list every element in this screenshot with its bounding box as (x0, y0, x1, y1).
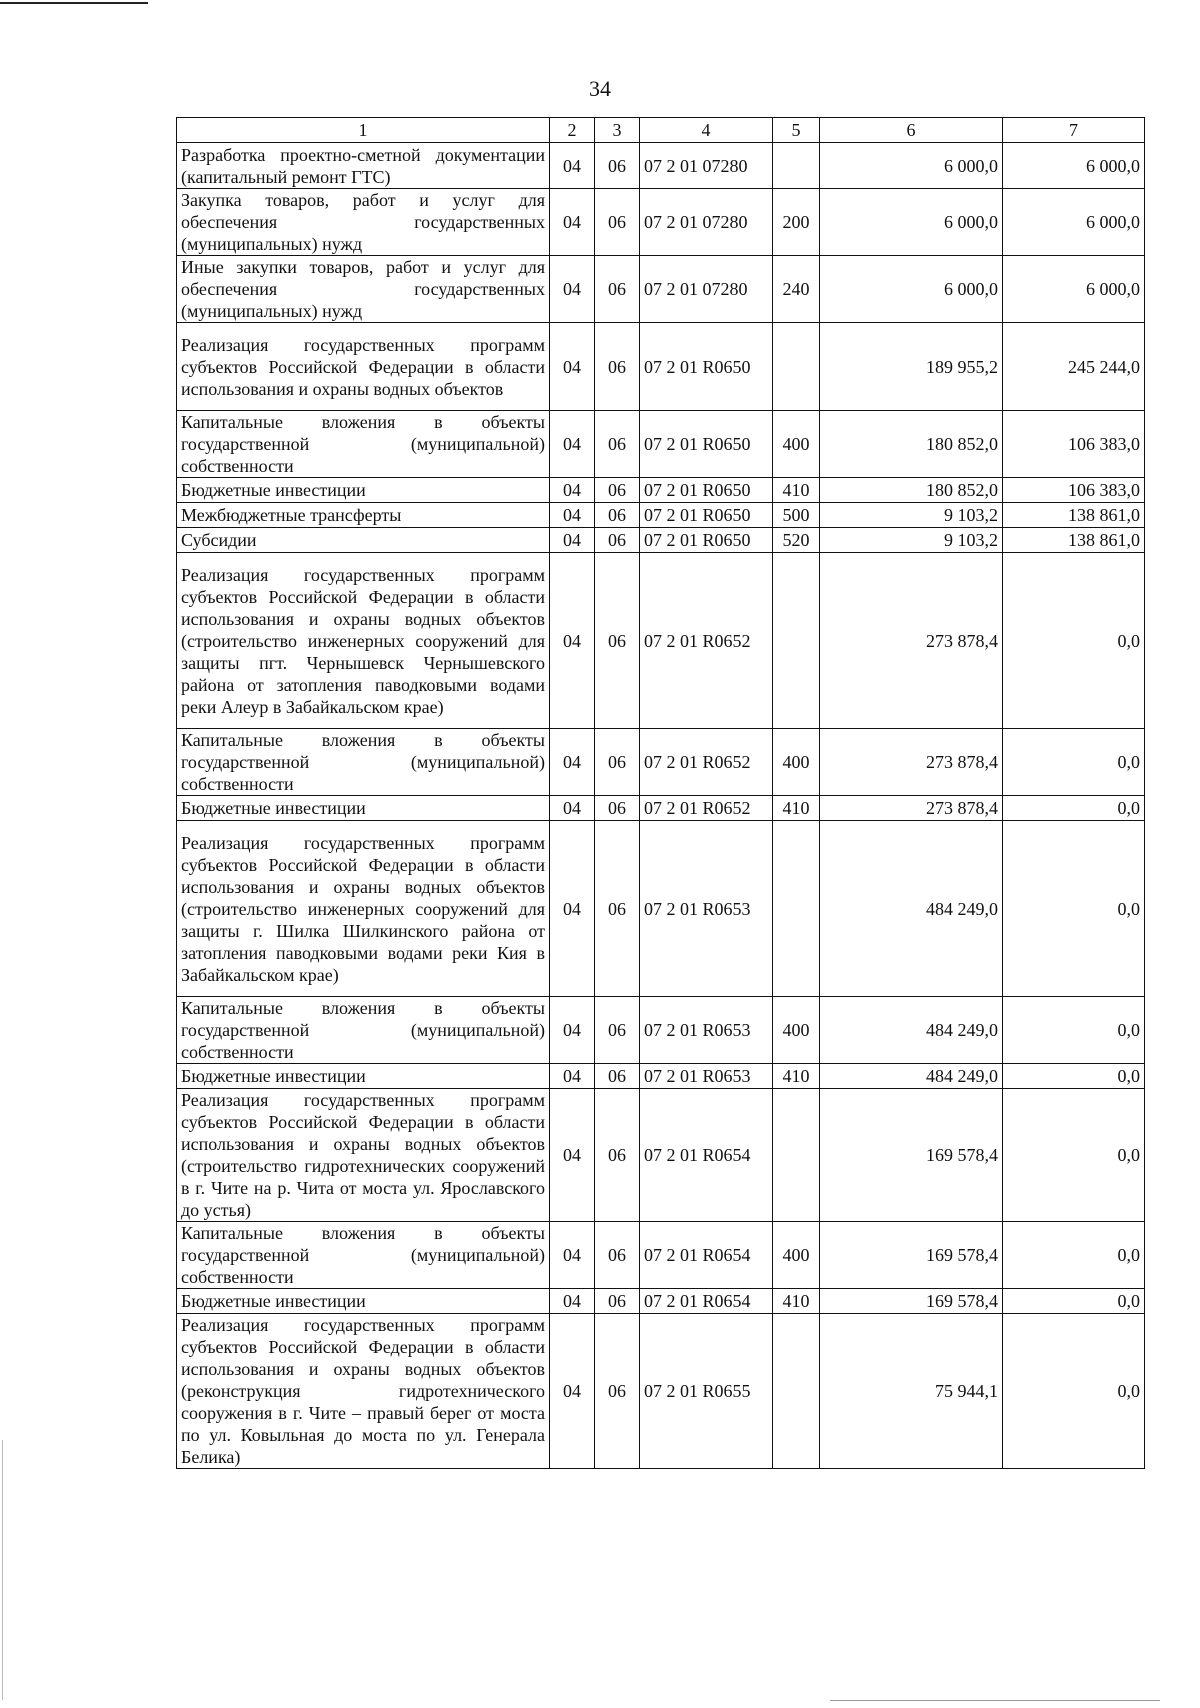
cell-target-article: 07 2 01 R0653 (640, 821, 773, 997)
table-row (177, 997, 1145, 1064)
cell-target-article: 07 2 01 R0653 (640, 1064, 773, 1089)
cell-name: Бюджетные инвестиции (177, 1064, 550, 1089)
cell-expense-type (773, 821, 820, 997)
cell-target-article: 07 2 01 R0650 (640, 478, 773, 503)
table-row (177, 729, 1145, 796)
cell-amount-year-2: 138 861,0 (1003, 528, 1145, 553)
cell-section: 04 (550, 821, 595, 997)
cell-section: 04 (550, 729, 595, 796)
cell-subsection: 06 (595, 189, 640, 256)
cell-target-article: 07 2 01 R0654 (640, 1222, 773, 1289)
cell-subsection: 06 (595, 553, 640, 729)
cell-section: 04 (550, 528, 595, 553)
cell-section: 04 (550, 796, 595, 821)
cell-section: 04 (550, 1089, 595, 1222)
cell-name: Капитальные вложения в объекты государственной (муниципальной) собственности (177, 729, 550, 796)
cell-expense-type: 410 (773, 1289, 820, 1314)
cell-target-article: 07 2 01 R0652 (640, 796, 773, 821)
cell-amount-year-2: 0,0 (1003, 1089, 1145, 1222)
cell-expense-type: 200 (773, 189, 820, 256)
cell-subsection: 06 (595, 1064, 640, 1089)
cell-expense-type: 500 (773, 503, 820, 528)
cell-target-article: 07 2 01 07280 (640, 256, 773, 323)
cell-section: 04 (550, 189, 595, 256)
cell-expense-type: 520 (773, 528, 820, 553)
cell-amount-year-1: 75 944,1 (820, 1314, 1003, 1469)
cell-expense-type: 400 (773, 997, 820, 1064)
cell-expense-type (773, 323, 820, 411)
table-row (177, 1089, 1145, 1222)
cell-name: Капитальные вложения в объекты государственной (муниципальной) собственности (177, 411, 550, 478)
cell-amount-year-1: 484 249,0 (820, 1064, 1003, 1089)
cell-amount-year-1: 180 852,0 (820, 411, 1003, 478)
table-body (177, 143, 1145, 1469)
header-col-7: 7 (1003, 118, 1145, 143)
cell-amount-year-1: 273 878,4 (820, 553, 1003, 729)
table-row (177, 553, 1145, 729)
table-row (177, 1222, 1145, 1289)
cell-amount-year-2: 106 383,0 (1003, 411, 1145, 478)
cell-name: Реализация государственных программ субъектов Российской Федерации в области использования и охраны водных объектов (строительство инженерных сооружений для защиты пгт. Чернышевск Чернышевского района от затопления паводковыми водами реки Алеур в Забайкальском крае) (177, 553, 550, 729)
cell-expense-type (773, 1089, 820, 1222)
table-row (177, 189, 1145, 256)
cell-subsection: 06 (595, 478, 640, 503)
cell-name: Закупка товаров, работ и услуг для обеспечения государственных (муниципальных) нужд (177, 189, 550, 256)
cell-amount-year-1: 169 578,4 (820, 1289, 1003, 1314)
cell-amount-year-1: 169 578,4 (820, 1089, 1003, 1222)
cell-subsection: 06 (595, 503, 640, 528)
cell-target-article: 07 2 01 R0650 (640, 503, 773, 528)
cell-subsection: 06 (595, 143, 640, 189)
cell-section: 04 (550, 256, 595, 323)
cell-expense-type: 400 (773, 729, 820, 796)
cell-section: 04 (550, 1064, 595, 1089)
cell-subsection: 06 (595, 1222, 640, 1289)
cell-name: Реализация государственных программ субъектов Российской Федерации в области использования и охраны водных объектов (реконструкция гидротехнического сооружения в г. Чите – правый берег от моста по ул. Ковыльная до моста по ул. Генерала Белика) (177, 1314, 550, 1469)
cell-target-article: 07 2 01 R0655 (640, 1314, 773, 1469)
cell-name: Бюджетные инвестиции (177, 1289, 550, 1314)
cell-amount-year-2: 0,0 (1003, 1222, 1145, 1289)
table-row (177, 478, 1145, 503)
cell-name: Межбюджетные трансферты (177, 503, 550, 528)
cell-expense-type: 240 (773, 256, 820, 323)
header-col-3: 3 (595, 118, 640, 143)
cell-amount-year-1: 189 955,2 (820, 323, 1003, 411)
cell-section: 04 (550, 323, 595, 411)
cell-subsection: 06 (595, 1289, 640, 1314)
cell-expense-type (773, 143, 820, 189)
cell-amount-year-2: 0,0 (1003, 1314, 1145, 1469)
cell-expense-type: 400 (773, 411, 820, 478)
cell-section: 04 (550, 1314, 595, 1469)
cell-name: Бюджетные инвестиции (177, 796, 550, 821)
cell-section: 04 (550, 1289, 595, 1314)
cell-amount-year-2: 0,0 (1003, 1289, 1145, 1314)
cell-name: Реализация государственных программ субъектов Российской Федерации в области использования и охраны водных объектов (строительство гидротехнических сооружений в г. Чите на р. Чита от моста ул. Ярославского до устья) (177, 1089, 550, 1222)
cell-subsection: 06 (595, 1314, 640, 1469)
cell-amount-year-2: 106 383,0 (1003, 478, 1145, 503)
table-row (177, 796, 1145, 821)
cell-expense-type (773, 1314, 820, 1469)
page-number: 34 (589, 76, 611, 101)
cell-subsection: 06 (595, 729, 640, 796)
scan-artifact-top (0, 2, 148, 4)
cell-section: 04 (550, 503, 595, 528)
table-header (177, 118, 1145, 143)
cell-target-article: 07 2 01 R0650 (640, 528, 773, 553)
cell-name: Бюджетные инвестиции (177, 478, 550, 503)
cell-amount-year-1: 180 852,0 (820, 478, 1003, 503)
cell-amount-year-2: 6 000,0 (1003, 189, 1145, 256)
cell-amount-year-1: 484 249,0 (820, 997, 1003, 1064)
table-row (177, 821, 1145, 997)
header-col-4: 4 (640, 118, 773, 143)
table-row (177, 1289, 1145, 1314)
cell-amount-year-1: 273 878,4 (820, 796, 1003, 821)
cell-target-article: 07 2 01 R0654 (640, 1289, 773, 1314)
cell-name: Реализация государственных программ субъектов Российской Федерации в области использования и охраны водных объектов (177, 323, 550, 411)
cell-subsection: 06 (595, 1089, 640, 1222)
cell-subsection: 06 (595, 821, 640, 997)
table-row (177, 323, 1145, 411)
header-col-6: 6 (820, 118, 1003, 143)
cell-name: Субсидии (177, 528, 550, 553)
cell-amount-year-2: 138 861,0 (1003, 503, 1145, 528)
cell-name: Разработка проектно-сметной документации (капитальный ремонт ГТС) (177, 143, 550, 189)
cell-amount-year-2: 245 244,0 (1003, 323, 1145, 411)
table-row (177, 528, 1145, 553)
cell-amount-year-2: 6 000,0 (1003, 256, 1145, 323)
cell-expense-type: 410 (773, 478, 820, 503)
cell-amount-year-2: 0,0 (1003, 729, 1145, 796)
cell-name: Реализация государственных программ субъектов Российской Федерации в области использования и охраны водных объектов (строительство инженерных сооружений для защиты г. Шилка Шилкинского района от затопления паводковыми водами реки Кия в Забайкальском крае) (177, 821, 550, 997)
cell-amount-year-1: 273 878,4 (820, 729, 1003, 796)
cell-amount-year-1: 6 000,0 (820, 189, 1003, 256)
cell-subsection: 06 (595, 411, 640, 478)
cell-target-article: 07 2 01 07280 (640, 189, 773, 256)
cell-section: 04 (550, 997, 595, 1064)
cell-section: 04 (550, 143, 595, 189)
cell-name: Капитальные вложения в объекты государственной (муниципальной) собственности (177, 1222, 550, 1289)
cell-name: Капитальные вложения в объекты государственной (муниципальной) собственности (177, 997, 550, 1064)
cell-amount-year-2: 0,0 (1003, 821, 1145, 997)
cell-expense-type: 400 (773, 1222, 820, 1289)
table-row (177, 256, 1145, 323)
header-col-2: 2 (550, 118, 595, 143)
cell-amount-year-1: 9 103,2 (820, 503, 1003, 528)
cell-amount-year-1: 9 103,2 (820, 528, 1003, 553)
cell-expense-type (773, 553, 820, 729)
cell-expense-type: 410 (773, 1064, 820, 1089)
cell-amount-year-1: 484 249,0 (820, 821, 1003, 997)
cell-section: 04 (550, 1222, 595, 1289)
cell-expense-type: 410 (773, 796, 820, 821)
cell-target-article: 07 2 01 R0650 (640, 411, 773, 478)
cell-amount-year-1: 169 578,4 (820, 1222, 1003, 1289)
cell-subsection: 06 (595, 323, 640, 411)
cell-amount-year-2: 0,0 (1003, 1064, 1145, 1089)
header-col-5: 5 (773, 118, 820, 143)
cell-target-article: 07 2 01 R0650 (640, 323, 773, 411)
cell-target-article: 07 2 01 R0653 (640, 997, 773, 1064)
scan-artifact-bottom (830, 1700, 1160, 1701)
cell-section: 04 (550, 478, 595, 503)
table-row (177, 503, 1145, 528)
table-row (177, 1064, 1145, 1089)
cell-section: 04 (550, 411, 595, 478)
cell-amount-year-2: 6 000,0 (1003, 143, 1145, 189)
cell-section: 04 (550, 553, 595, 729)
cell-target-article: 07 2 01 R0652 (640, 553, 773, 729)
cell-amount-year-2: 0,0 (1003, 553, 1145, 729)
cell-target-article: 07 2 01 R0652 (640, 729, 773, 796)
cell-name: Иные закупки товаров, работ и услуг для обеспечения государственных (муниципальных) нужд (177, 256, 550, 323)
cell-subsection: 06 (595, 528, 640, 553)
cell-amount-year-1: 6 000,0 (820, 143, 1003, 189)
budget-table (176, 117, 1145, 1469)
cell-amount-year-1: 6 000,0 (820, 256, 1003, 323)
cell-amount-year-2: 0,0 (1003, 997, 1145, 1064)
header-col-1: 1 (177, 118, 550, 143)
cell-subsection: 06 (595, 997, 640, 1064)
table-row (177, 411, 1145, 478)
cell-subsection: 06 (595, 796, 640, 821)
table-row (177, 143, 1145, 189)
cell-target-article: 07 2 01 07280 (640, 143, 773, 189)
scan-artifact-left (2, 1440, 3, 1700)
cell-subsection: 06 (595, 256, 640, 323)
table-row (177, 1314, 1145, 1469)
cell-amount-year-2: 0,0 (1003, 796, 1145, 821)
cell-target-article: 07 2 01 R0654 (640, 1089, 773, 1222)
